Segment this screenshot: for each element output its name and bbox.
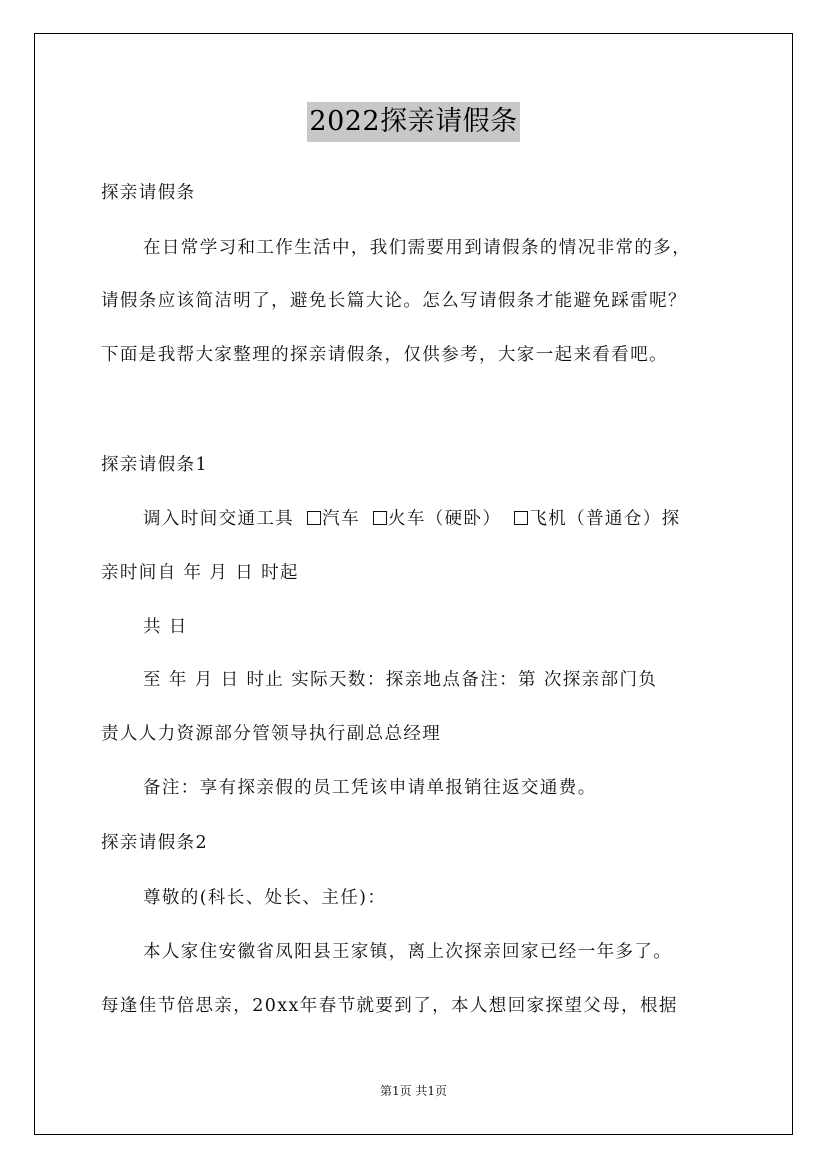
car-checkbox[interactable] (307, 511, 321, 525)
train-option-label: 火车（硬卧） (387, 509, 502, 529)
intro-line-2: 请假条应该简洁明了，避免长篇大论。怎么写请假条才能避免踩雷呢？ (101, 291, 687, 311)
document-title: 2022探亲请假条 (307, 102, 519, 142)
transport-line (143, 507, 681, 531)
plane-option-label: 飞机（普通仓）探 (529, 509, 681, 529)
document-heading: 探亲请假条 (101, 183, 196, 203)
intro-line-1: 在日常学习和工作生活中，我们需要用到请假条的情况非常的多， (143, 238, 692, 258)
salutation-line: 尊敬的(科长、处长、主任)： (143, 888, 387, 908)
signers-line: 责人人力资源部分管领导执行副总总经理 (101, 724, 442, 744)
intro-line-3: 下面是我帮大家整理的探亲请假条，仅供参考，大家一起来看看吧。 (101, 345, 668, 365)
note-line: 备注：享有探亲假的员工凭该申请单报销往返交通费。 (143, 778, 597, 798)
train-checkbox[interactable] (373, 511, 387, 525)
transport-prefix: 调入时间交通工具 (143, 509, 295, 529)
section2-body-line-2: 每逢佳节倍思亲，20xx年春节就要到了，本人想回家探望父母，根据 (101, 996, 678, 1016)
to-date-line: 至 年 月 日 时止 实际天数：探亲地点备注：第 次探亲部门负 (143, 670, 658, 690)
total-days-line: 共 日 (143, 617, 188, 637)
section2-body-line-1: 本人家住安徽省凤阳县王家镇，离上次探亲回家已经一年多了。 (143, 942, 673, 962)
section2-heading: 探亲请假条2 (101, 833, 209, 853)
from-date-line: 亲时间自 年 月 日 时起 (101, 563, 299, 583)
plane-checkbox[interactable] (514, 511, 528, 525)
title-wrapper (0, 102, 827, 142)
car-option-label: 汽车 (322, 509, 360, 529)
page-footer: 第1页 共1页 (379, 1084, 448, 1098)
section1-heading: 探亲请假条1 (101, 455, 209, 475)
